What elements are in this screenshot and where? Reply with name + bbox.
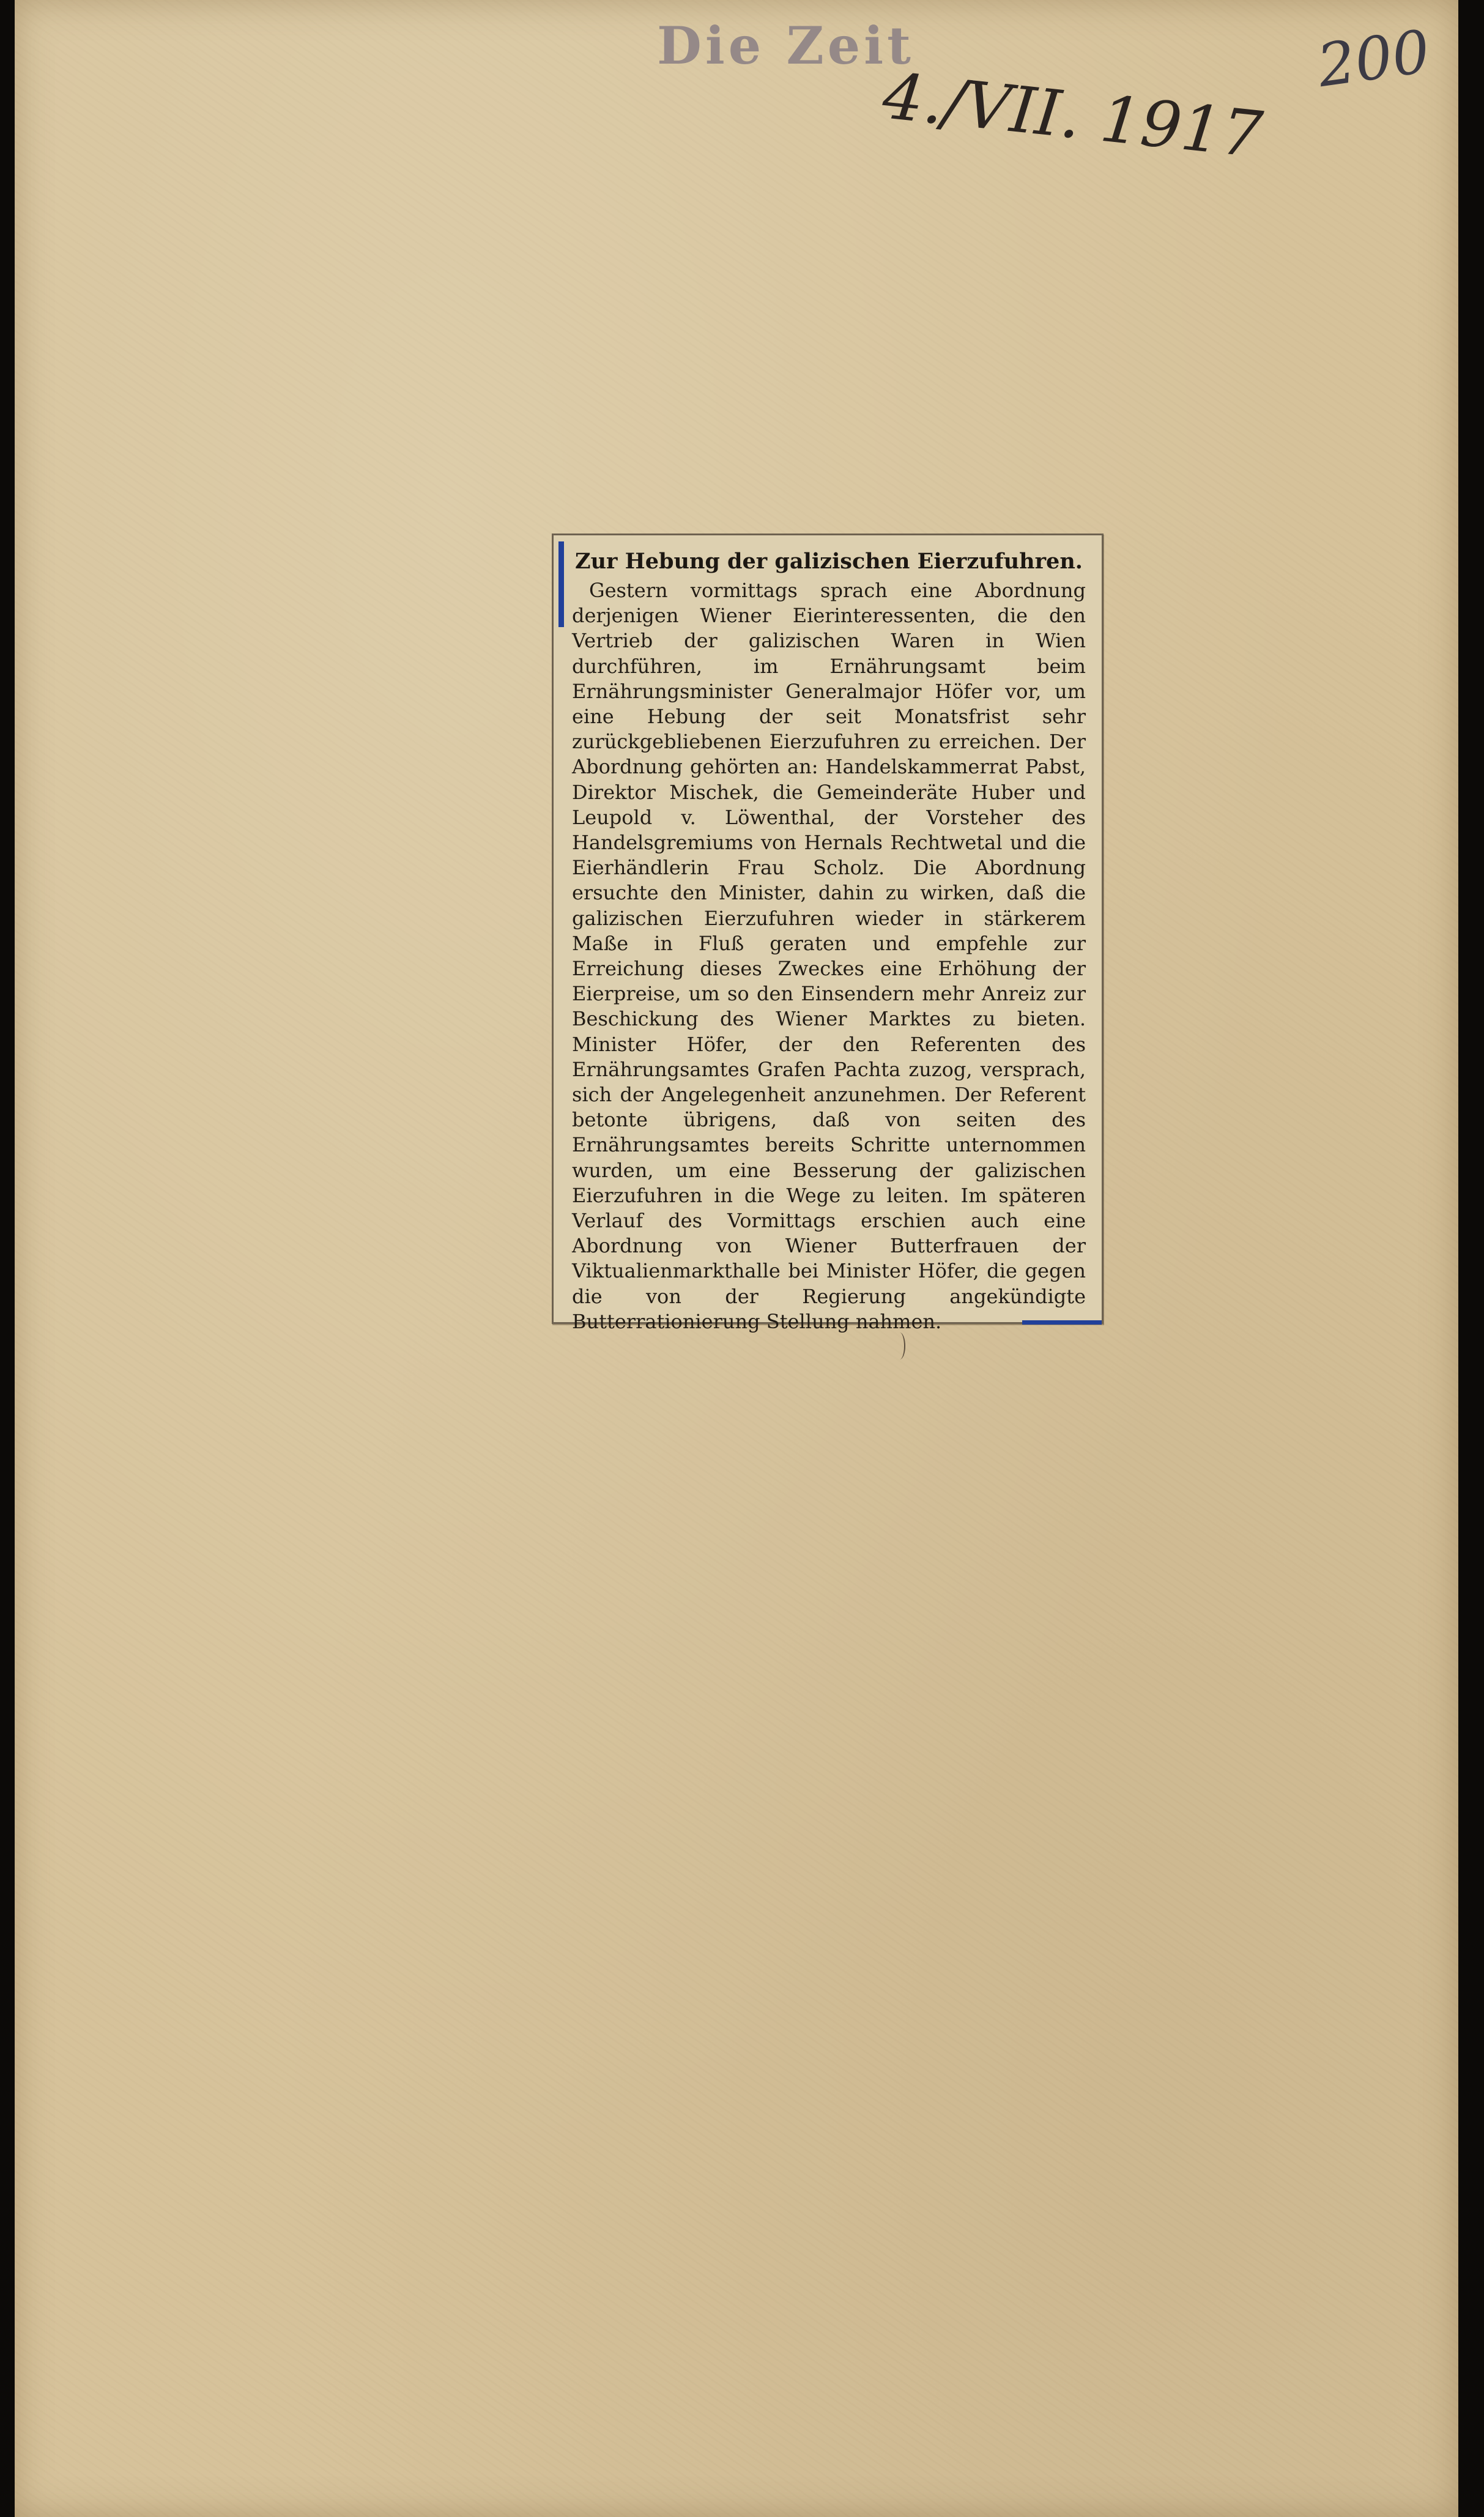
newspaper-clipping bbox=[552, 534, 1104, 1333]
handwritten-number: 200 bbox=[1313, 17, 1434, 101]
blue-pencil-mark-left bbox=[558, 541, 564, 627]
newspaper-stamp: Die Zeit bbox=[657, 15, 915, 76]
archive-sheet bbox=[15, 0, 1458, 2517]
clipping-headline: Zur Hebung der galizischen Eierzufuhren. bbox=[575, 549, 1083, 574]
pencil-mark bbox=[894, 1333, 905, 1359]
blue-pencil-mark-bottom bbox=[1022, 1320, 1102, 1325]
clipping-body: Gestern vormittags sprach eine Abordnung derjenigen Wiener Eierinteressenten, die den Vertrieb der galizischen Waren in Wien durchführen, im Ernährungsamt beim Ernährungsminister Generalmajor Höfer vor, um eine Hebung der seit Monatsfrist sehr zurückgebliebenen Eierzufuhren zu erreichen. Der Abordnung gehörten an: Handelskammerrat Pabst, Direktor Mischek, die Gemeinderäte Huber und Leupold v. Löwenthal, der Vorsteher des Handelsgremiums von Hernals Rechtwetal und die Eierhändlerin Frau Scholz. Die Abordnung ersuchte den Minister, dahin zu wirken, daß die galizischen Eierzufuhren wieder in stärkerem Maße in Fluß geraten und empfehle zur Erreichung dieses Zweckes eine Erhöhung der Eierpreise, um so den Einsendern mehr Anreiz zur Beschickung des Wiener Marktes zu bieten. Minister Höfer, der den Referenten des Ernährungsamtes Grafen Pachta zuzog, versprach, sich der Angelegenheit anzunehmen. Der Referent betonte übrigens, daß von seiten des Ernährungsamtes bereits Schritte unternommen wurden, um eine Besserung der galizischen Eierzufuhren in die Wege zu leiten. Im späteren Verlauf des Vormittags erschien auch eine Abordnung von Wiener Butterfrauen der Viktualienmarkthalle bei Minister Höfer, die gegen die von der Regierung angekündigte Butterrationierung Stellung nahmen. bbox=[572, 579, 1086, 1333]
handwritten-date: 4./VII. 1917 bbox=[879, 58, 1266, 173]
